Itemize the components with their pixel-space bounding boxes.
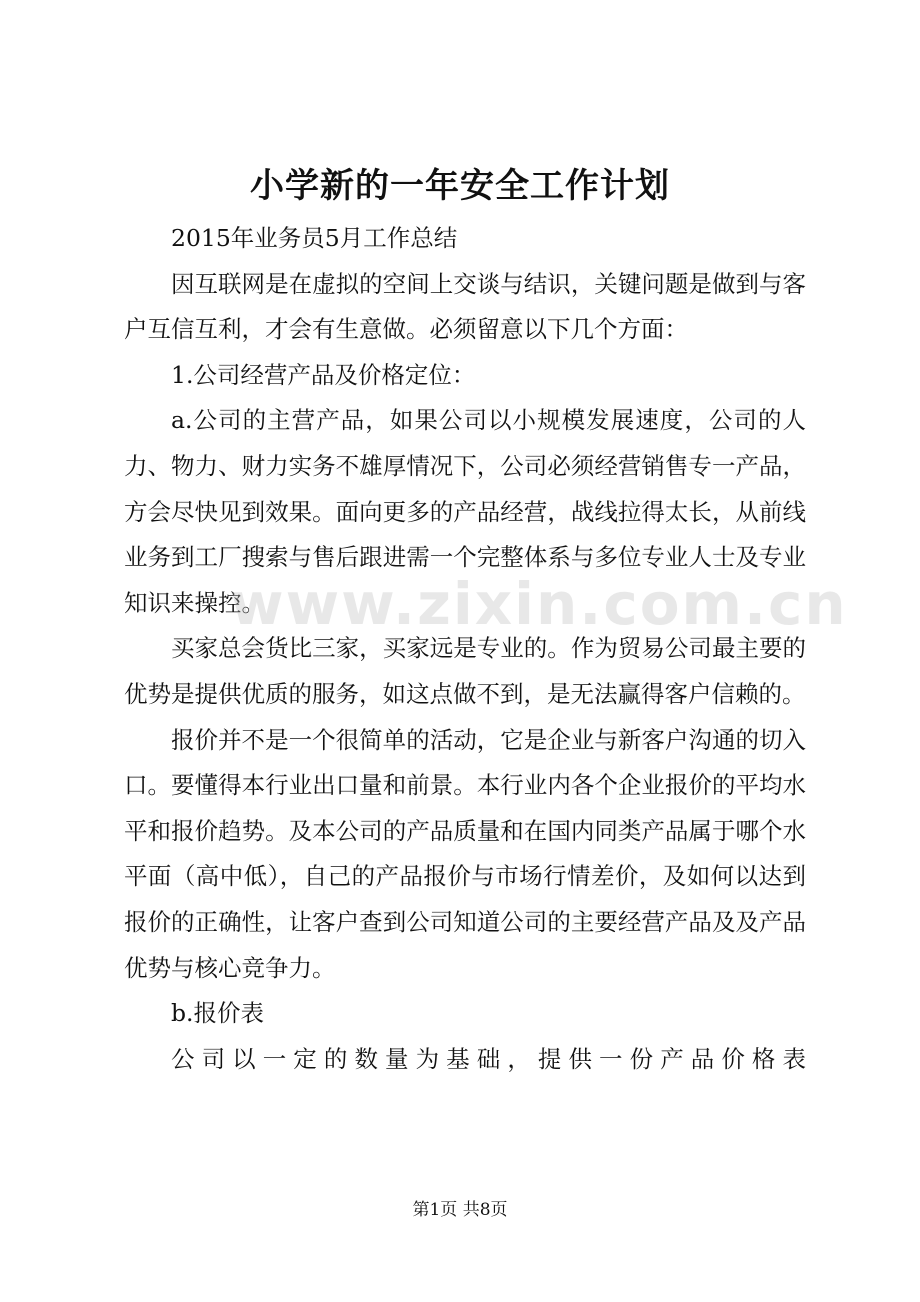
paragraph-intro: 因互联网是在虚拟的空间上交谈与结识，关键问题是做到与客户互信互利，才会有生意做。必须留意以下几个方面： [124,269,806,344]
watermark: www.zixin.com.cn [230,570,848,638]
paragraph-subtitle: 2015年业务员5月工作总结 [171,224,458,252]
paragraph-buyers: 买家总会货比三家，买家远是专业的。作为贸易公司最主要的优势是提供优质的服务，如这点做不到，是无法赢得客户信赖的。 [124,634,806,708]
document-body [124,216,848,1082]
paragraph-b: b.报价表 [171,999,265,1028]
document-title: 小学新的一年安全工作计划 [250,166,670,206]
paragraph-quotation: 报价并不是一个很简单的活动，它是企业与新客户沟通的切入口。要懂得本行业出口量和前景。本行业内各个企业报价的平均水平和报价趋势。及本公司的产品质量和在国内同类产品属于哪个水平面（高中低），自己的产品报价与市场行情差价，及如何以达到报价的正确性，让客户查到公司知道公司的主要经营产品及及产品优势与核心竞争力。 [124,725,806,982]
page-footer: 第1页 共8页 [412,1200,508,1220]
paragraph-price-list: 公司以一定的数量为基础，提供一份产品价格表 [171,1044,806,1073]
paragraph-heading-1: 1.公司经营产品及价格定位： [171,360,476,389]
paragraph-a: a.公司的主营产品，如果公司以小规模发展速度，公司的人力、物力、财力实务不雄厚情况下，公司必须经营销售专一产品，方会尽快见到效果。面向更多的产品经营，战线拉得太长，从前线业务到工厂搜索与售后跟进需一个完整体系与多位专业人士及专业知识来操控。 [124,406,806,617]
